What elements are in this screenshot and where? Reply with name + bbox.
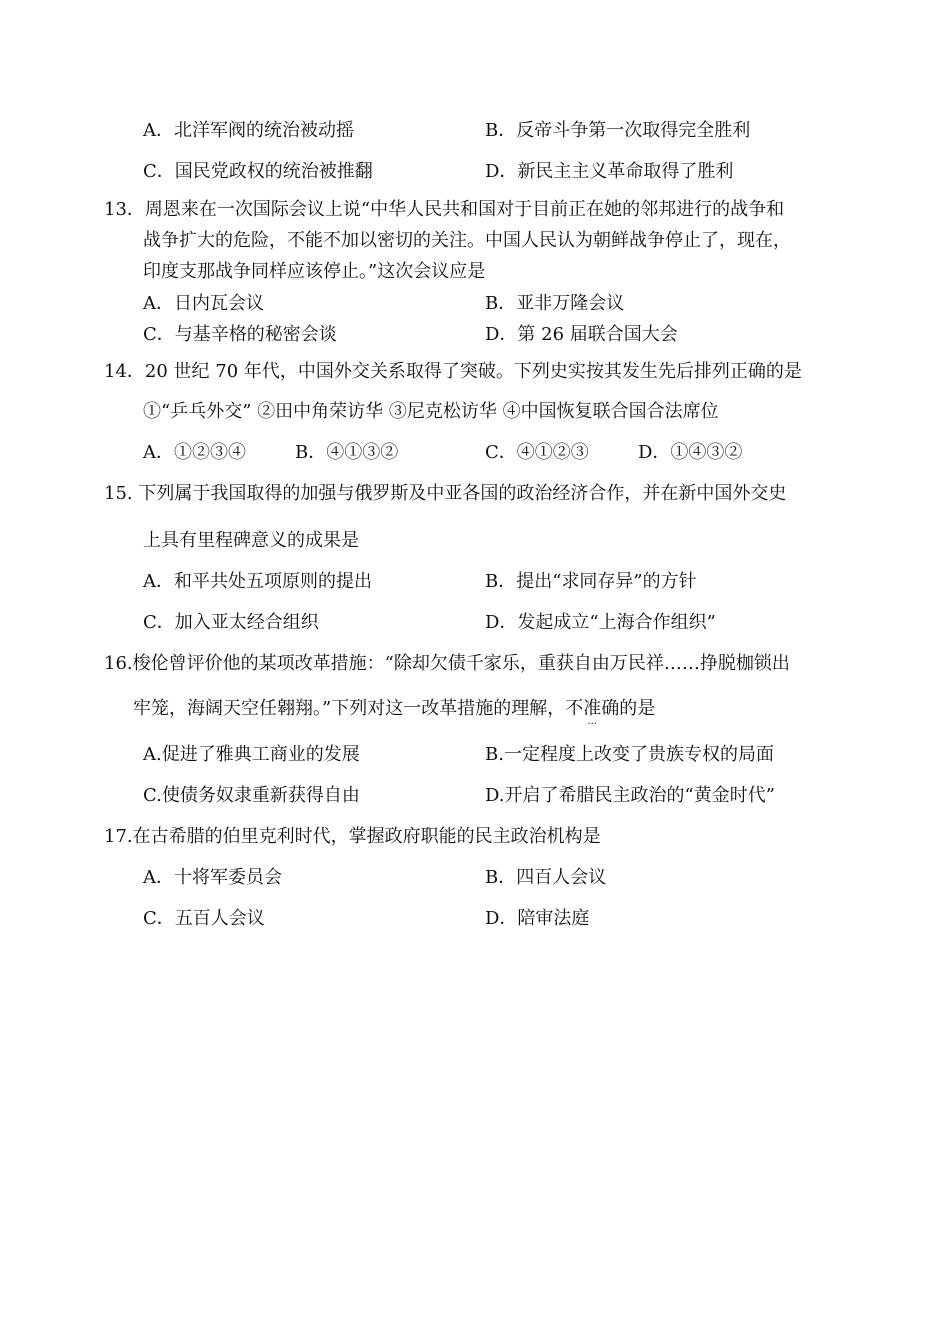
q12-option-b: B．反帝斗争第一次取得完全胜利 [485,120,751,141]
q16-option-a: A.促进了雅典工商业的发展 [143,744,360,765]
q16-option-b: B.一定程度上改变了贵族专权的局面 [485,744,774,765]
q16-emphasis-phrase [565,698,620,730]
q13-stem-line-1: 13．周恩来在一次国际会议上说“中华人民共和国对于目前正在她的邻邦进行的战争和 [104,199,785,220]
q13-stem-line-2: 战争扩大的危险，不能不加以密切的关注。中国人民认为朝鲜战争停止了，现在， [143,230,791,251]
q16-stem-line-2 [133,697,656,730]
q13-option-a: A．日内瓦会议 [143,293,264,314]
q16-emphasis-text: 不准确 [565,698,620,719]
q12-option-a: A．北洋军阀的统治被动摇 [143,120,354,141]
q16-option-d: D.开启了希腊民主政治的“黄金时代” [485,785,775,806]
q15-option-a: A．和平共处五项原则的提出 [143,571,372,592]
q13-option-d: D．第 26 届联合国大会 [485,324,678,345]
q17-option-d: D．陪审法庭 [485,908,590,929]
q15-stem-line-1: 15. 下列属于我国取得的加强与俄罗斯及中亚各国的政治经济合作，并在新中国外交史 [104,483,787,504]
q12-option-d: D．新民主主义革命取得了胜利 [485,161,734,182]
q16-stem-line-2-after: 的是 [619,698,656,719]
q13-option-c: C．与基辛格的秘密会谈 [143,324,337,345]
q14-option-a: A．①②③④ [143,442,246,463]
q13-stem-line-3: 印度支那战争同样应该停止。”这次会议应是 [143,261,486,282]
q17-option-c: C．五百人会议 [143,908,265,929]
q16-stem-line-2-before: 牢笼，海阔天空任翱翔。”下列对这一改革措施的理解， [133,698,566,719]
q15-stem-line-2: 上具有里程碑意义的成果是 [143,530,359,551]
q14-stem: 14．20 世纪 70 年代，中国外交关系取得了突破。下列史实按其发生先后排列正确的是 [104,361,802,382]
q13-option-b: B．亚非万隆会议 [485,293,625,314]
q14-event-list: ①“乒乓外交” ②田中角荣访华 ③尼克松访华 ④中国恢复联合国合法席位 [143,401,719,422]
q17-option-b: B．四百人会议 [485,867,607,888]
q17-stem: 17.在古希腊的伯里克利时代，掌握政府职能的民主政治机构是 [104,826,601,847]
q16-option-c: C.使债务奴隶重新获得自由 [143,785,360,806]
q15-option-c: C．加入亚太经合组织 [143,612,319,633]
q14-option-b: B．④①③② [295,442,399,463]
emphasis-dots-icon: ··· [587,719,597,730]
q16-stem-line-1: 16.梭伦曾评价他的某项改革措施：“除却欠债千家乐，重获自由万民祥……挣脱枷锁出 [104,653,790,674]
q15-option-b: B．提出“求同存异”的方针 [485,571,697,592]
q14-option-c: C．④①②③ [485,442,589,463]
q15-option-d: D．发起成立“上海合作组织” [485,612,716,633]
q17-option-a: A．十将军委员会 [143,867,282,888]
q12-option-c: C．国民党政权的统治被推翻 [143,161,373,182]
q14-option-d: D．①④③② [638,442,743,463]
